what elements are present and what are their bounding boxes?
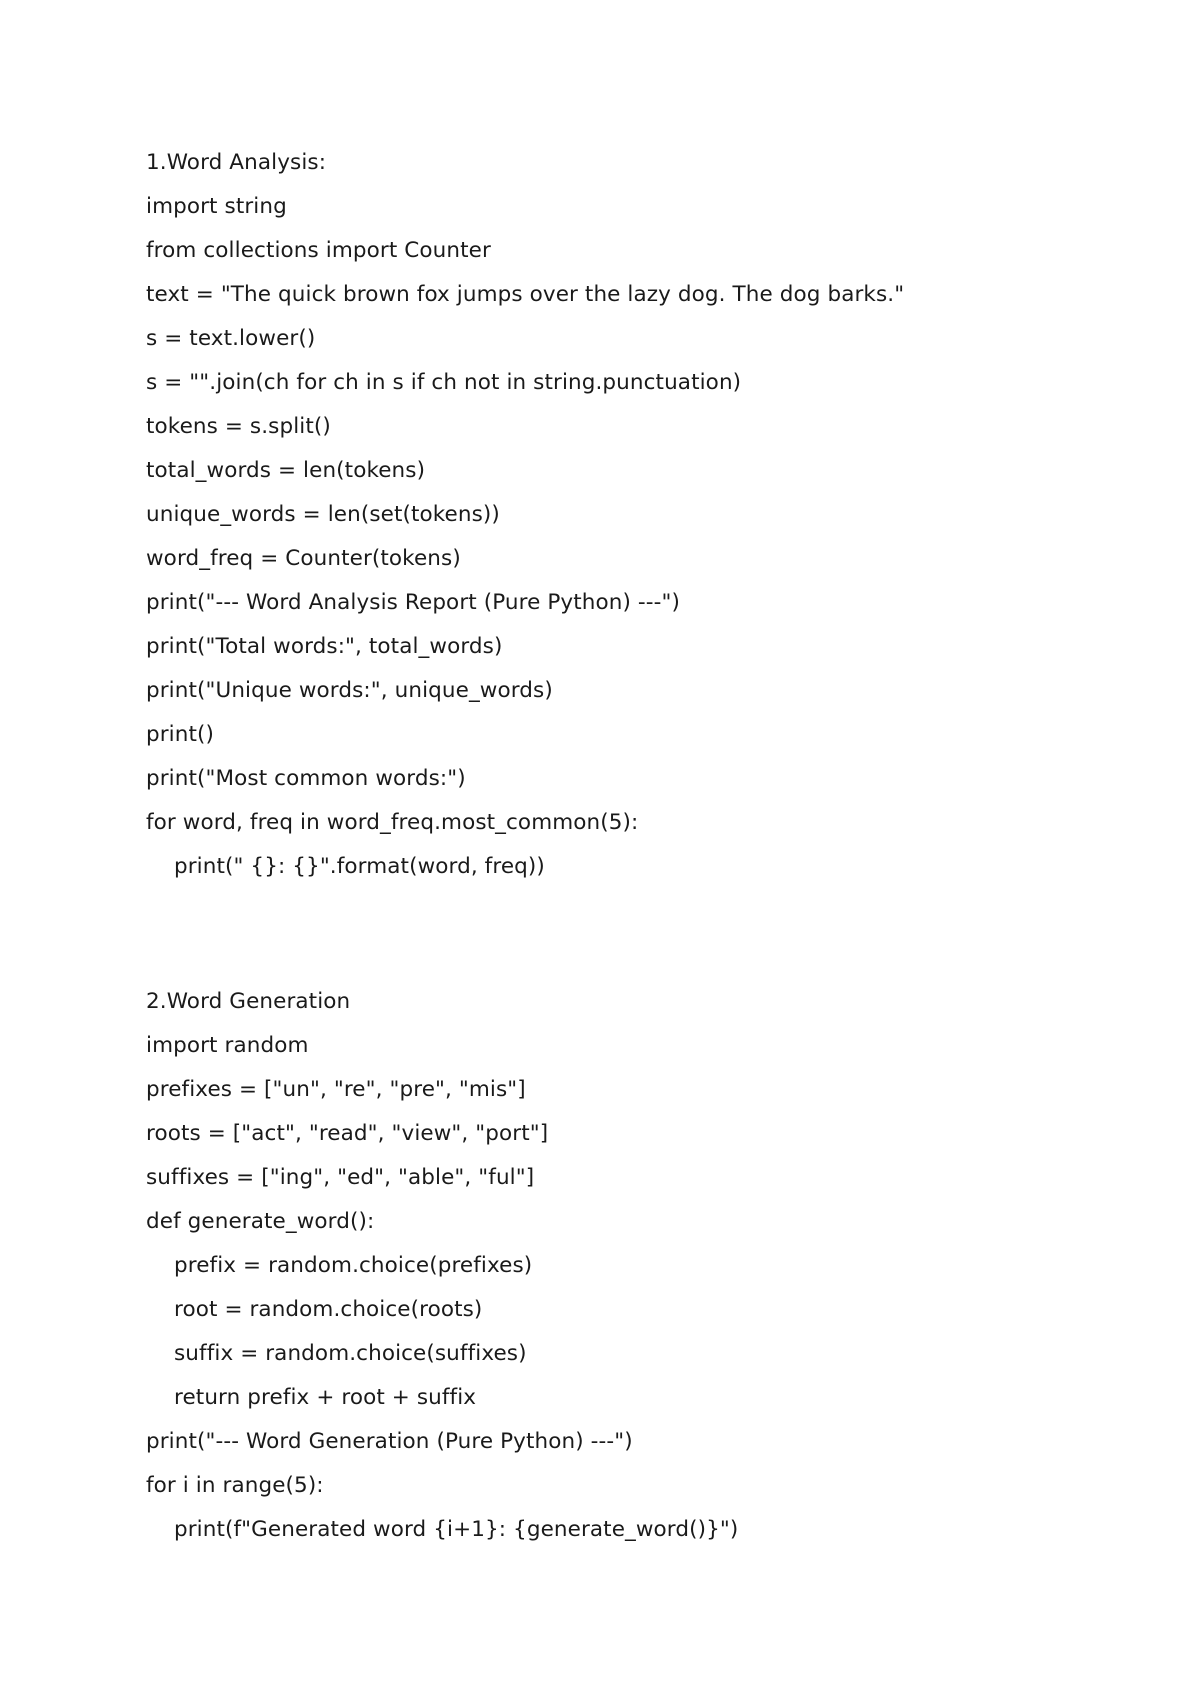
- code-line: unique_words = len(set(tokens)): [146, 502, 500, 527]
- code-line: print("Unique words:", unique_words): [146, 678, 553, 703]
- code-line-indented: print(f"Generated word {i+1}: {generate_word()}"): [174, 1517, 739, 1542]
- code-line: print("--- Word Generation (Pure Python) ---"): [146, 1429, 633, 1454]
- code-line: prefixes = ["un", "re", "pre", "mis"]: [146, 1077, 526, 1102]
- code-line-indented: print(" {}: {}".format(word, freq)): [174, 854, 545, 879]
- code-line: s = "".join(ch for ch in s if ch not in string.punctuation): [146, 370, 742, 395]
- code-line: word_freq = Counter(tokens): [146, 546, 461, 571]
- section-heading: 2.Word Generation: [146, 989, 351, 1014]
- code-line: import string: [146, 194, 287, 219]
- code-line: suffixes = ["ing", "ed", "able", "ful"]: [146, 1165, 535, 1190]
- code-line: print(): [146, 722, 214, 747]
- code-line: print("Total words:", total_words): [146, 634, 503, 659]
- code-line: for word, freq in word_freq.most_common(5):: [146, 810, 639, 835]
- section-word-analysis: [146, 141, 1146, 889]
- code-line-indented: root = random.choice(roots): [174, 1297, 483, 1322]
- code-line: print("--- Word Analysis Report (Pure Python) ---"): [146, 590, 680, 615]
- code-line: s = text.lower(): [146, 326, 316, 351]
- code-line-indented: suffix = random.choice(suffixes): [174, 1341, 527, 1366]
- section-word-generation: [146, 980, 1146, 1552]
- code-line-indented: prefix = random.choice(prefixes): [174, 1253, 533, 1278]
- code-line-indented: return prefix + root + suffix: [174, 1385, 477, 1410]
- code-line: from collections import Counter: [146, 238, 491, 263]
- code-line: def generate_word():: [146, 1209, 375, 1234]
- code-line: tokens = s.split(): [146, 414, 331, 439]
- code-line: print("Most common words:"): [146, 766, 466, 791]
- code-line: total_words = len(tokens): [146, 458, 426, 483]
- code-line: import random: [146, 1033, 309, 1058]
- code-line: for i in range(5):: [146, 1473, 324, 1498]
- code-line: text = "The quick brown fox jumps over the lazy dog. The dog barks.": [146, 282, 905, 307]
- code-line: roots = ["act", "read", "view", "port"]: [146, 1121, 549, 1146]
- section-heading: 1.Word Analysis:: [146, 150, 327, 175]
